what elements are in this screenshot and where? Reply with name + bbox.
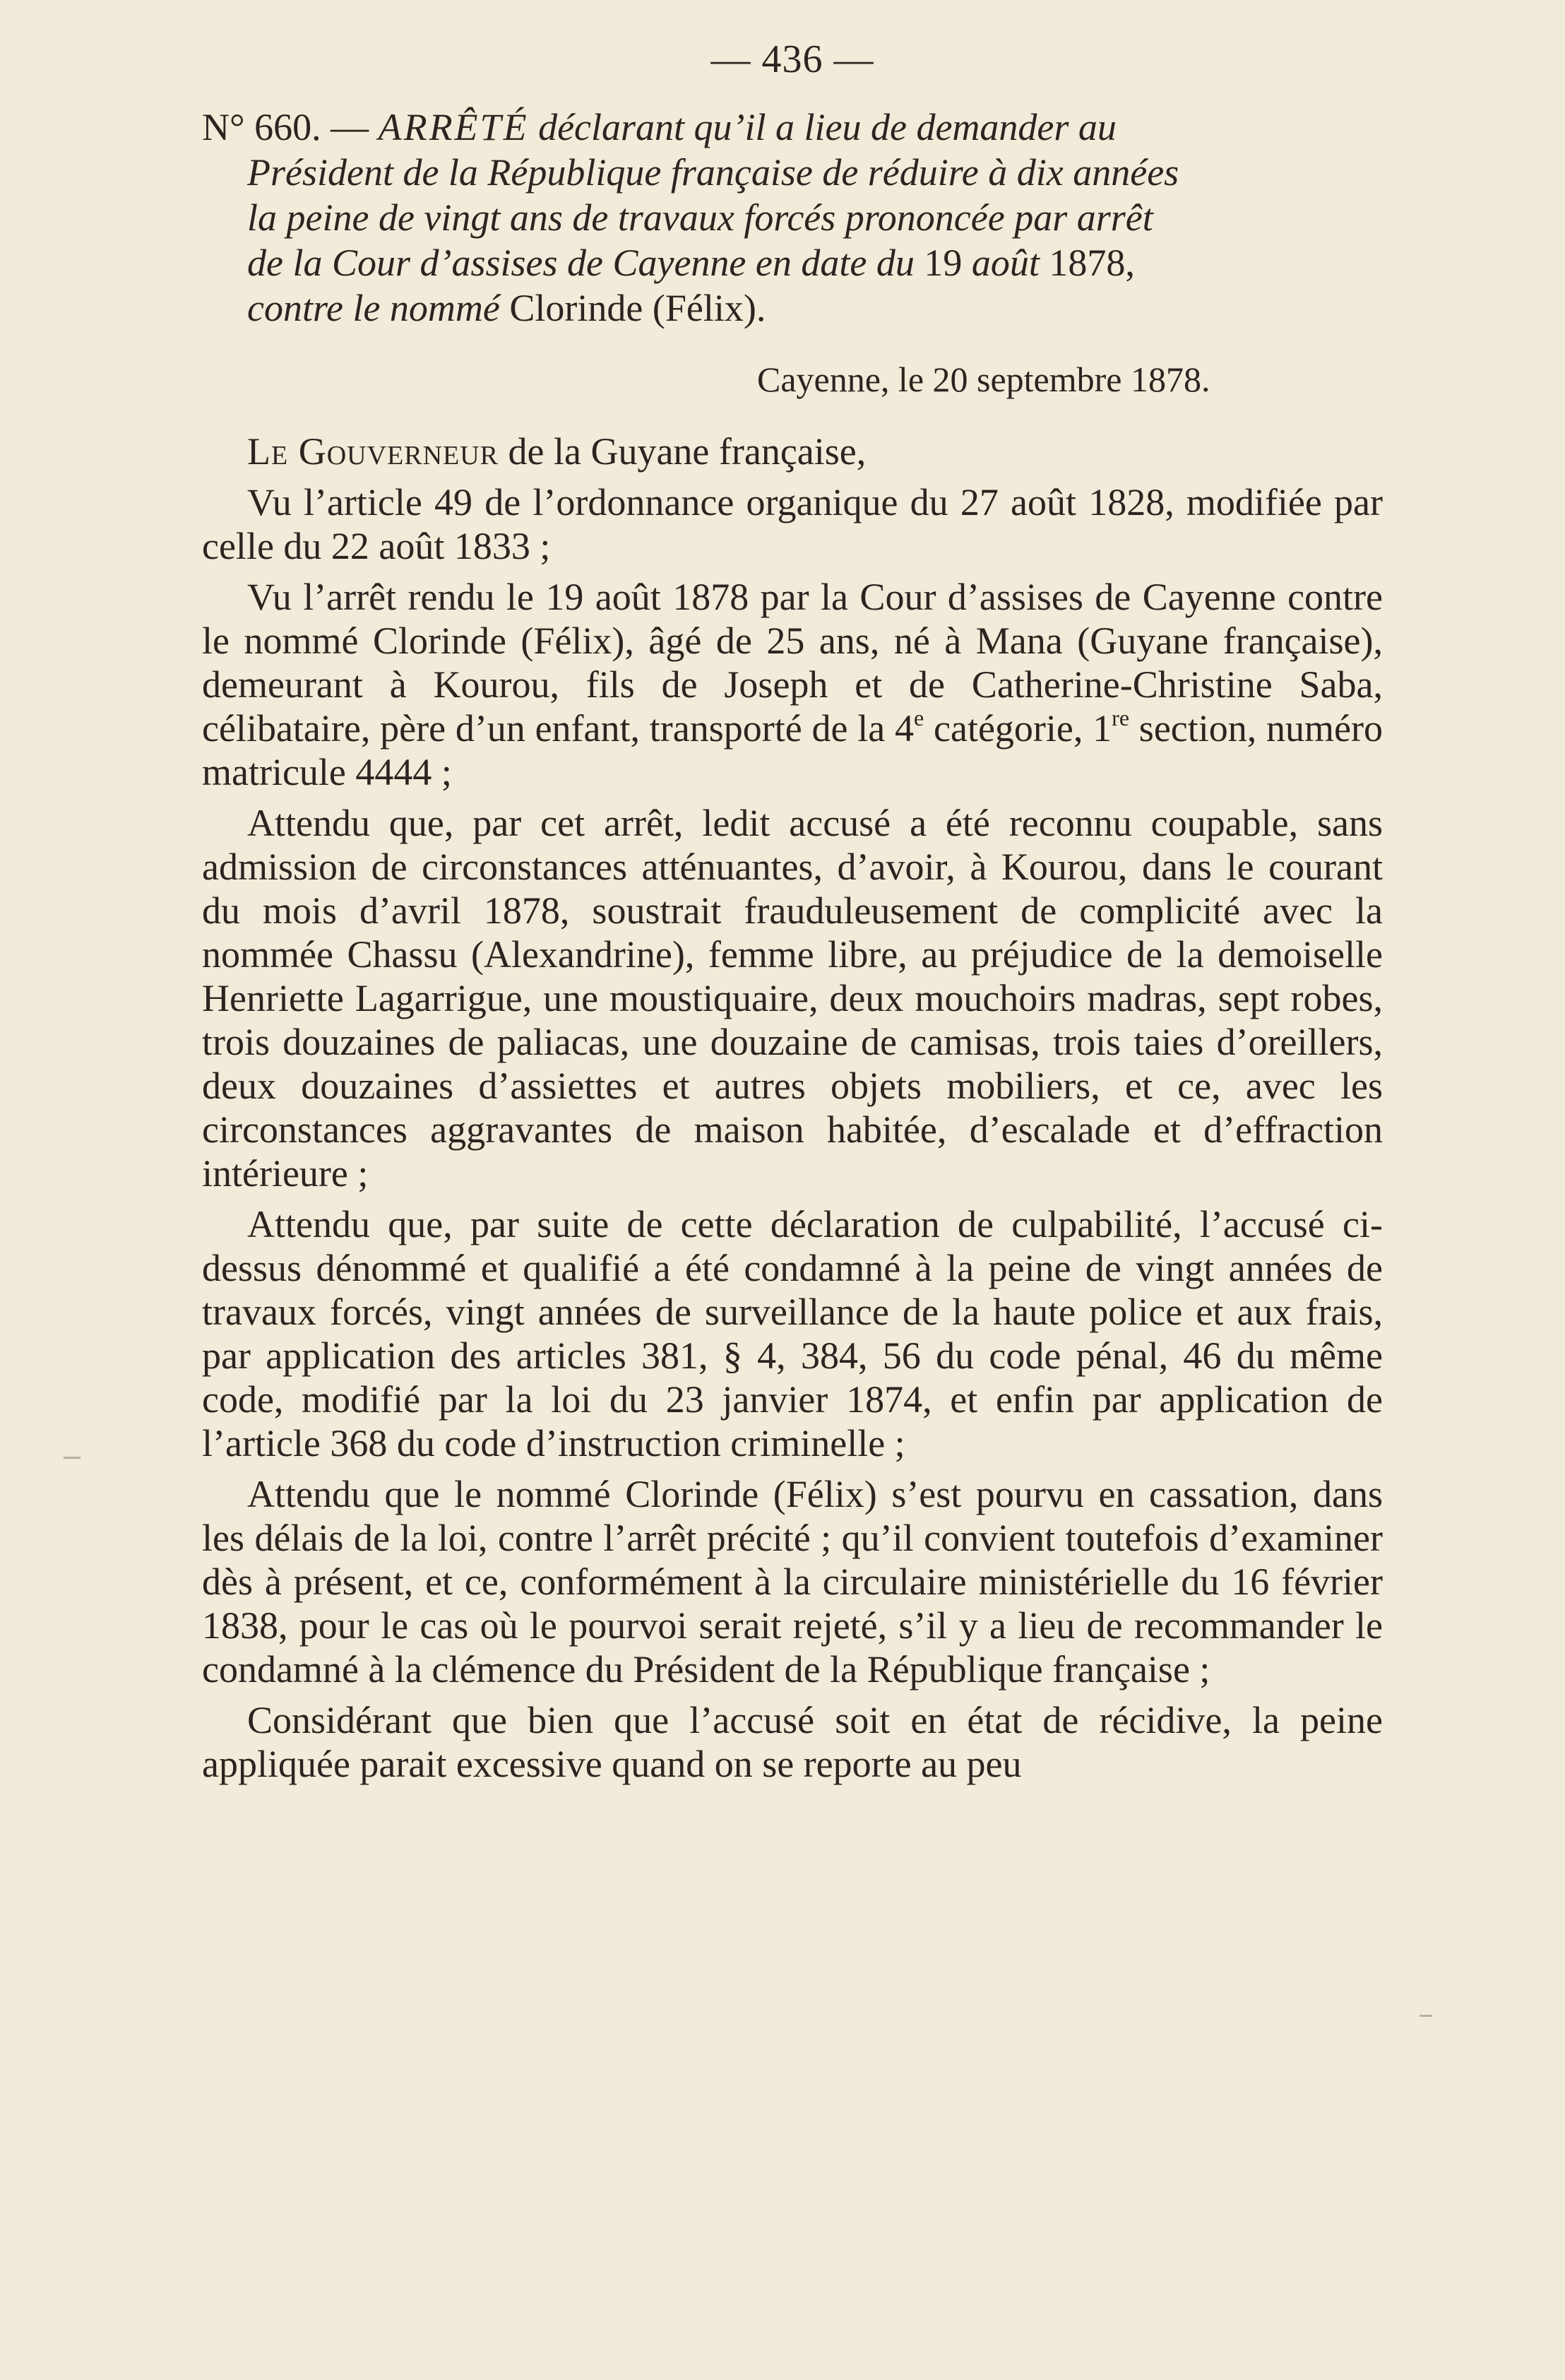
- heading-line-4: [202, 240, 1383, 285]
- decree-number: N° 660.: [202, 106, 321, 148]
- paragraph-attendu-pourvoi: Attendu que le nommé Clorinde (Félix) s’est pourvu en cassation, dans les délais de la loi, contre l’arrêt précité ; qu’il convient toutefois d’examiner dès à présent, et ce, conformément à la circulaire ministérielle du 16 février 1838, pour le cas où le pourvoi serait rejeté, s’il y a lieu de recommander le condamné à la clémence du Président de la République française ;: [202, 1473, 1383, 1691]
- superscript-re: re: [1112, 705, 1130, 730]
- heading-line-4-year: 1878,: [1049, 242, 1135, 284]
- governor-line: [202, 430, 1383, 473]
- governor-rest: de la Guyane française,: [499, 430, 867, 473]
- heading-condemned-name: Clorinde (Félix).: [509, 287, 766, 329]
- paragraph-vu-arret: [202, 575, 1383, 794]
- heading-line-1-rest: déclarant qu’il a lieu de demander au: [528, 106, 1117, 148]
- governor-title: Le Gouverneur: [247, 430, 499, 473]
- heading-line-4-a: de la Cour d’assises de Cayenne en date du: [247, 242, 924, 284]
- decree-body: [202, 430, 1383, 1793]
- decree-title-word: ARRÊTÉ: [378, 106, 529, 148]
- superscript-e: e: [914, 705, 924, 730]
- margin-mark-right: [1420, 2015, 1432, 2017]
- margin-mark-left: [64, 1457, 81, 1459]
- paragraph-attendu-condamnation: Attendu que, par suite de cette déclaration de culpabilité, l’accusé ci-dessus dénommé et qualifié a été condamné à la peine de vingt années de travaux forcés, vingt années de surveillance de la haute police et aux frais, par application des articles 381, § 4, 384, 56 du code pénal, 46 du même code, modifié par la loi du 23 janvier 1874, et enfin par application de l’article 368 du code d’instruction criminelle ;: [202, 1203, 1383, 1464]
- page-number: — 436 —: [710, 37, 874, 81]
- paragraph-vu-arret-text-a: Vu l’arrêt rendu le 19 août 1878 par la Cour d’assises de Cayenne contre le nommé Clorinde (Félix), âgé de 25 ans, né à Mana (Guyane française), demeurant à Kourou, fils de Joseph et de Catherine-Christine Saba, célibataire, père d’un enfant, transporté de la 4: [202, 576, 1383, 750]
- heading-line-5: [202, 285, 1383, 331]
- paragraph-vu-arret-text-c: section, numéro matricule 4444 ;: [202, 707, 1383, 793]
- decree-heading: [202, 105, 1383, 331]
- heading-line-2: Président de la République française de réduire à dix années: [247, 151, 1179, 194]
- paragraph-vu-arret-text-b: catégorie, 1: [924, 707, 1112, 750]
- place-date-line: Cayenne, le 20 septembre 1878.: [757, 360, 1210, 399]
- heading-line-4-month: août: [962, 242, 1049, 284]
- paragraph-attendu-culpabilite: Attendu que, par cet arrêt, ledit accusé a été reconnu coupable, sans admission de circonstances atténuantes, d’avoir, à Kourou, dans le courant du mois d’avril 1878, soustrait frauduleusement de complicité avec la nommée Chassu (Alexandrine), femme libre, au préjudice de la demoiselle Henriette Lagarrigue, une moustiquaire, deux mouchoirs madras, sept robes, trois douzaines de paliacas, une douzaine de camisas, trois taies d’oreillers, deux douzaines d’assiettes et autres objets mobiliers, et ce, avec les circonstances aggravantes de maison habitée, d’escalade et d’effraction intérieure ;: [202, 802, 1383, 1195]
- heading-line-5-a: contre le nommé: [247, 287, 510, 329]
- heading-line-1: [202, 105, 1383, 150]
- paragraph-considerant: Considérant que bien que l’accusé soit en état de récidive, la peine appliquée parait excessive quand on se reporte au peu: [202, 1699, 1383, 1785]
- document-page: [202, 0, 1383, 2380]
- heading-dash: —: [321, 106, 379, 148]
- heading-line-4-day: 19: [924, 242, 963, 284]
- heading-line-3: la peine de vingt ans de travaux forcés prononcée par arrêt: [247, 196, 1153, 239]
- paragraph-vu-ordonnance: Vu l’article 49 de l’ordonnance organique du 27 août 1828, modifiée par celle du 22 août 1833 ;: [202, 481, 1383, 567]
